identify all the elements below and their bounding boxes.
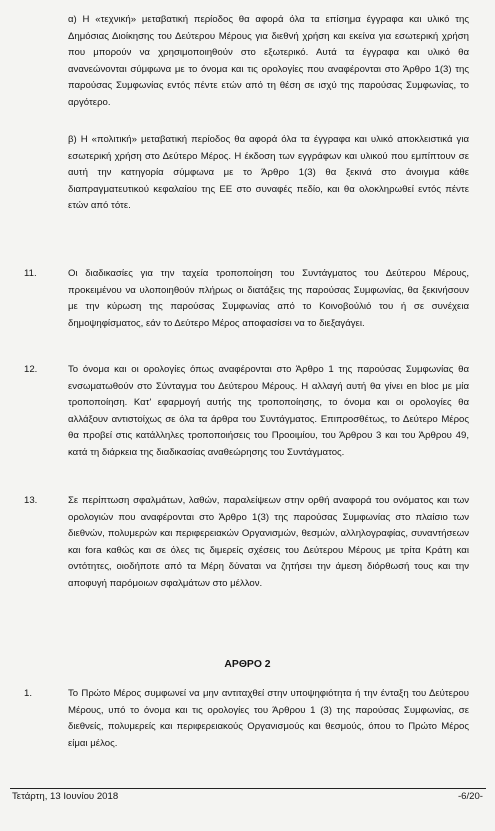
clause-12-text: Το όνομα και οι ορολογίες όπως αναφέρονται στο Άρθρο 1 της παρούσας Συμφωνίας θα ενσωματωθούν στο Σύνταγμα του Δεύτερου Μέρους. Η αλλαγή αυτή θα γίνει en bloc με μία τροποποίηση. Κατ' εφαρμογή αυτής της τροποποίησης, το όνομα και οι ορολογίες θα αλλάξουν αντιστοίχως σε όλα τα άρθρα του Συντάγματος. Επιπροσθέτως, το Δεύτερο Μέρος θα προβεί στις κατάλληλες τροποποιήσεις του Προοιμίου, του Άρθρου 3 και του Άρθρου 49, κατά τη διάρκεια της διαδικασίας αναθεώρησης του Συντάγματος. [68, 364, 469, 458]
article-heading: ΑΡΘΡΟ 2 [224, 659, 271, 670]
subclause-a: α) Η «τεχνική» μεταβατική περίοδος θα αφορά όλα τα επίσημα έγγραφα και υλικό της Δημόσιας Διοίκησης του Δεύτερου Μέρους για διεθνή χρήση και εκείνα για εσωτερική χρήση που μπορούν να χρησιμοποιηθούν στο εξωτερικό. Αυτά τα έγγραφα και υλικό θα ανανεώνονται σύμφωνα με το όνομα και τις ορολογίες που αναφέρονται στο Άρθρο 1(3) της παρούσας Συμφωνίας εντός πέντε ετών από τη θέση σε ισχύ της παρούσας Συμφωνίας, το αργότερο. [68, 14, 469, 108]
clause-11-text: Οι διαδικασίες για την ταχεία τροποποίηση του Συντάγματος του Δεύτερου Μέρους, προκειμένου να υλοποιηθούν πλήρως οι διατάξεις της παρούσας Συμφωνίας, θα ξεκινήσουν με την κύρωση της παρούσας Συμφωνίας από το Κοινοβούλιό του ή σε συνέχεια δημοψηφίσματος, εάν το Δεύτερο Μέρος αποφασίσει να το διεξαγάγει. [68, 268, 469, 329]
article-2-item-number-1: 1. [24, 688, 33, 699]
clause-number-12: 12. [24, 364, 38, 375]
clause-13-text: Σε περίπτωση σφαλμάτων, λαθών, παραλείψεων στην ορθή αναφορά του ονόματος και των ορολογιών που αναφέρονται στο Άρθρο 1(3) της παρούσας Συμφωνίας στο πλαίσιο των διεθνών, πολυμερών και περιφερειακών Οργανισμών, θεσμών, αλληλογραφίας, συναντήσεων και fora καθώς και σε όλες τις διμερείς σχέσεις του Δεύτερου Μέρους με τρίτα Κράτη και οντότητες, οιοδήποτε από τα Μέρη δύναται να ζητήσει την άμεση διόρθωσή τους και την αποφυγή παρόμοιων σφαλμάτων στο μέλλον. [68, 495, 469, 589]
footer-page-number: -6/20- [457, 791, 483, 802]
article-2-item-1-text: Το Πρώτο Μέρος συμφωνεί να μην αντιταχθεί στην υποψηφιότητα ή την ένταξη του Δεύτερου Μέρους, υπό το όνομα και τις ορολογίες του Άρθρου 1 (3) της παρούσας Συμφωνίας, σε διεθνείς, πολυμερείς και περιφερειακούς Οργανισμούς και θεσμούς, όπου το Πρώτο Μέρος είμαι μέλος. [68, 688, 469, 749]
footer-date: Τετάρτη, 13 Ιουνίου 2018 [12, 791, 119, 802]
clause-number-13: 13. [24, 495, 38, 506]
subclause-b: β) Η «πολιτική» μεταβατική περίοδος θα αφορά όλα τα έγγραφα και υλικό αποκλειστικά για εσωτερική χρήση στο Δεύτερο Μέρος. Η έκδοση των εγγράφων και υλικού που εμπίπτουν σε αυτή την κατηγορία σύμφωνα με το Άρθρο 1(3) θα ξεκινά στο άνοιγμα κάθε διαπραγματευτικού κεφαλαίου της ΕΕ στο συναφές πεδίο, και θα ολοκληρωθεί εντός πέντε ετών από τότε. [68, 134, 469, 212]
footer-divider [10, 788, 486, 789]
clause-number-11: 11. [24, 268, 37, 279]
